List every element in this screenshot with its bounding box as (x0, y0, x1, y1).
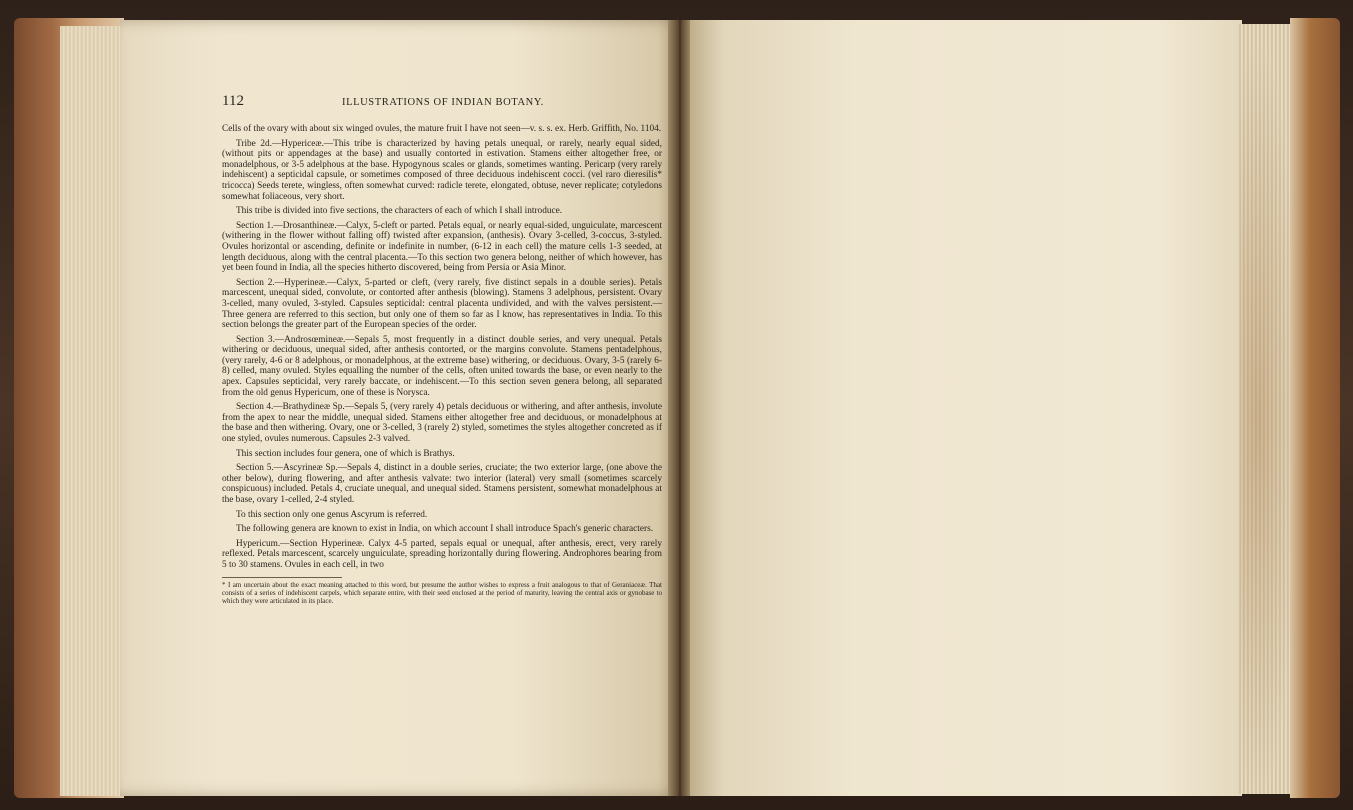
book-cover-right (1290, 18, 1340, 798)
footnote: * I am uncertain about the exact meaning attached to this word, but presume the author wishes to express a fruit analogous to that of Geraniaceæ. That consists of a series of indehiscent carpels, which separate entire, with their seed enclosed at the period of maturity, leaving the central axis or gynobase to which they were articulated in its place. (222, 580, 662, 605)
footnote-rule (222, 577, 342, 578)
paragraph-section-4-note: This section includes four genera, one of which is Brathys. (236, 448, 455, 459)
paragraph-section-4: Section 4.—Brathydineæ Sp.—Sepals 5, (very rarely 4) petals deciduous or withering, and after anthesis, involute from the apex to near the middle, unequal sided. Stamens either altogether free and deciduous, or monadelphous at the base and then withering. Ovary, one or 3-celled, 3 (rarely 2) styled, sometimes the styles altogether concreted as if one styled, ovules numerous. Capsules 2-3 valved. (222, 402, 662, 445)
page-number: 112 (222, 93, 244, 109)
paragraph-tribe-divided: This tribe is divided into five sections, the characters of each of which I shall introduce. (236, 206, 563, 217)
paragraph-tribe: Tribe 2d.—Hypericeæ.—This tribe is characterized by having petals unequal, or rarely, nearly equal sided, (without pits or appendages at the base) and usually contorted in estivation. Stamens either altogether free, or monadelphous, or 3-5 adelphous at the base. Hypogynous scales or glands, sometimes wanting. Pericarp (very rarely indehiscent) a septicidal capsule, or sometimes composed of three deciduous indehiscent cocci. (vel raro dieresilis* tricocca) Seeds terete, wingless, often somewhat curved: radicle terete, elongated, obtuse, never replicate; cotyledons somewhat foliaceous, very short. (222, 138, 662, 202)
running-head: ILLUSTRATIONS OF INDIAN BOTANY. (342, 97, 544, 108)
page-body (222, 124, 662, 605)
right-page-blank (690, 20, 1242, 796)
paragraph-genera-intro: The following genera are known to exist in India, on which account I shall introduce Spach's generic characters. (236, 524, 654, 535)
paragraph-section-3: Section 3.—Androsœmineæ.—Sepals 5, most frequently in a distinct double series, and very unequal. Petals withering or deciduous, unequal sided, after anthesis contorted, or the margins convolute. Stamens pentadelphous, (very rarely, 4-6 or 8 adelphous, or monadelphous, at the extreme base) withering, or deciduous. Ovary, 3-5 (rarely 6-8) celled, many ovuled. Styles equalling the number of the cells, often united towards the base, or even nearly to the apex. Capsules septicidal, very rarely baccate, or indehiscent.—To this section seven genera belong, all separated from the old genus Hypericum, one of these is Norysca. (222, 334, 662, 398)
paragraph-section-5: Section 5.—Ascyrineæ Sp.—Sepals 4, distinct in a double series, cruciate; the two exterior large, (one above the other below), during flowering, and after anthesis valvate: two interior (lateral) very small (sometimes scarcely conspicuous) included. Petals 4, cruciate unequal, and unequal sided. Stamens persistent, somewhat monadelphous at the base, ovary 1-celled, 2-4 styled. (222, 463, 662, 505)
paragraph-section-2: Section 2.—Hyperineæ.—Calyx, 5-parted or cleft, (very rarely, five distinct sepals in a double series). Petals marcescent, unequal sided, convolute, or contorted after anthesis (blowing). Stamens 3 adelphous, persistent. Ovary 3-celled, many ovuled, 3-styled. Capsules septicidal: central placenta undivided, and with the valves persistent.—Three genera are referred to this section, but only one of them so far as I know, has representatives in India. To this section belongs the greater part of the European species of the order. (222, 277, 662, 331)
paragraph-section-5-note: To this section only one genus Ascyrum is referred. (236, 509, 428, 520)
paragraph-0: Cells of the ovary with about six winged ovules, the mature fruit I have not seen—v. s. s. ex. Herb. Griffith, No. 1104. (222, 124, 662, 134)
paragraph-section-1: Section 1.—Drosanthineæ.—Calyx, 5-cleft or parted. Petals equal, or nearly equal-sided, unguiculate, marcescent (withering in the flower without falling off) twisted after expansion, (anthesis). Ovary 3-celled, 3-coccus, 3-styled. Ovules horizontal or ascending, definite or indefinite in number, (6-12 in each cell) the mature cells 1-3 seeded, at length deciduous, along with the central placenta.—To this section two genera belong, neither of which however, has yet been found in India, all the species hitherto discovered, being from Persia or Asia Minor. (222, 220, 662, 274)
paragraph-hypericum: Hypericum.—Section Hyperineæ. Calyx 4-5 parted, sepals equal or unequal, after anthesis, erect, very rarely reflexed. Petals marcescent, scarcely unguiculate, spreading horizontally during flowering. Androphores bearing from 5 to 30 stamens. Ovules in each cell, in two (222, 538, 662, 570)
book-gutter (668, 20, 692, 796)
